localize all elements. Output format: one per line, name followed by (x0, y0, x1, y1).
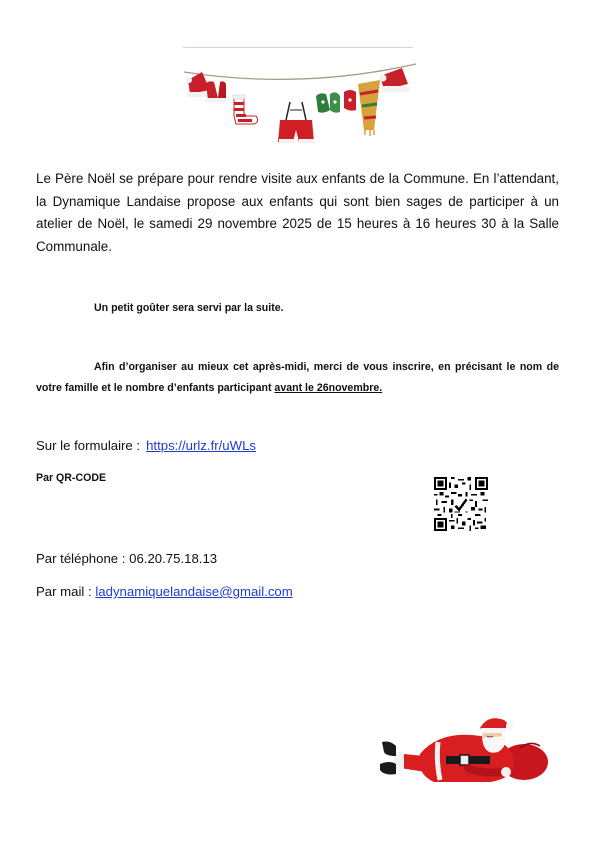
mail-link[interactable]: ladynamiquelandaise@gmail.com (95, 584, 293, 599)
registration-paragraph (36, 357, 559, 399)
sleeping-santa-icon (380, 712, 552, 788)
intro-paragraph: Le Père Noël se prépare pour rendre visite aux enfants de la Commune. En l’attendant, la Dynamique Landaise propose aux enfants qui sont bien sages de participer à un atelier de Noël, le samedi 29 novembre 2025 de 15 heures à 16 heures 30 à la Salle Communale. (36, 171, 559, 254)
snack-note (36, 298, 559, 319)
form-line (36, 438, 256, 453)
registration-deadline: avant le 26novembre. (274, 382, 383, 394)
snack-note-text: Un petit goûter sera servi par la suite. (94, 302, 284, 314)
mail-line (36, 584, 293, 599)
mail-label: Par mail : (36, 584, 96, 599)
qr-code-label: Par QR-CODE (36, 472, 107, 484)
phone-line: Par téléphone : 06.20.75.18.13 (36, 551, 218, 566)
qr-code-icon[interactable] (434, 477, 488, 531)
christmas-clothes-garland-icon (180, 50, 420, 150)
form-label: Sur le formulaire : (36, 438, 141, 453)
registration-text: Afin d’organiser au mieux cet après-midi, merci de vous inscrire, en précisant le nom de votre famille et le nombre d’enfants participant (36, 361, 559, 394)
top-divider (183, 47, 413, 48)
form-link[interactable]: https://urlz.fr/uWLs (146, 438, 257, 453)
